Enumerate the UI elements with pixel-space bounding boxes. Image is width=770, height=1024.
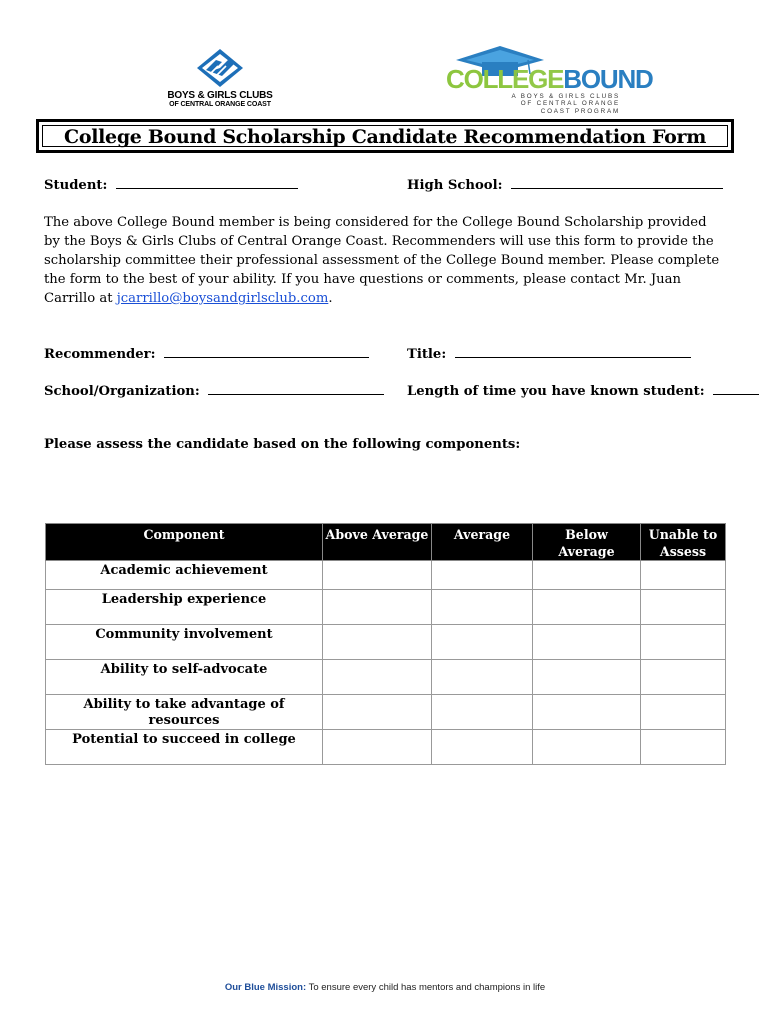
mission-text: To ensure every child has mentors and champions in life (306, 982, 546, 993)
length-known-field (407, 382, 759, 399)
rating-cell[interactable] (323, 695, 432, 730)
table-row (46, 660, 726, 695)
intro-paragraph (44, 213, 724, 308)
high-school-label: High School: (407, 178, 503, 193)
form-title-box (36, 119, 734, 153)
rating-cell[interactable] (323, 590, 432, 625)
cb-sub-line2: OF CENTRAL ORANGE (520, 100, 620, 108)
rating-cell[interactable] (641, 695, 726, 730)
rating-cell[interactable] (432, 730, 533, 765)
contact-email-link[interactable]: jcarrillo@boysandgirlsclub.com (116, 291, 329, 306)
rating-cell[interactable] (641, 660, 726, 695)
row-label: Ability to self-advocate (46, 660, 323, 695)
bgc-logo-name: BOYS & GIRLS CLUBS (167, 90, 273, 101)
table-row (46, 730, 726, 765)
student-label: Student: (44, 178, 108, 193)
intro-text: The above College Bound member is being considered for the College Bound Scholarship provided by the Boys & Girls Clubs of Central Orange Coast. Recommenders will use this form to provide the scholarship committee their professional assessment of the College Bound member. Please complete the form to the best of your ability. If you have questions or comments, please contact Mr. Juan Carrillo at (44, 215, 720, 306)
rating-cell[interactable] (323, 625, 432, 660)
rating-cell[interactable] (641, 561, 726, 590)
title-field (407, 345, 691, 362)
rating-cell[interactable] (432, 660, 533, 695)
table-row (46, 625, 726, 660)
college-bound-logo (446, 44, 653, 116)
table-row (46, 695, 726, 730)
row-label: Ability to take advantage of resources (46, 695, 323, 730)
rating-cell[interactable] (323, 730, 432, 765)
cb-word-part3: BOUND (563, 64, 653, 94)
cb-sub-line3: COAST PROGRAM (540, 107, 620, 115)
intro-end: . (328, 291, 333, 306)
rating-cell[interactable] (533, 695, 641, 730)
cb-word-part2: EGE (511, 64, 564, 94)
rating-cell[interactable] (533, 660, 641, 695)
length-known-label: Length of time you have known student: (407, 384, 705, 399)
header-unable-to-assess: Unable to Assess (641, 524, 726, 561)
student-input-line[interactable] (116, 176, 298, 189)
rating-cell[interactable] (641, 625, 726, 660)
cb-word-part1: COLL (446, 64, 512, 94)
rating-cell[interactable] (432, 561, 533, 590)
title-label: Title: (407, 347, 447, 362)
rating-cell[interactable] (641, 730, 726, 765)
header-average: Average (432, 524, 533, 561)
cb-sub-line1: A BOYS & GIRLS CLUBS (511, 93, 620, 100)
rating-cell[interactable] (533, 590, 641, 625)
header-above-average: Above Average (323, 524, 432, 561)
recommender-label: Recommender: (44, 347, 156, 362)
school-organization-input-line[interactable] (208, 382, 384, 395)
recommender-field (44, 345, 369, 362)
table-row (46, 590, 726, 625)
header-below-average: Below Average (533, 524, 641, 561)
assessment-prompt: Please assess the candidate based on the following components: (44, 437, 521, 452)
school-organization-field (44, 382, 384, 399)
student-field (44, 176, 298, 193)
length-known-input-line[interactable] (713, 382, 759, 395)
title-input-line[interactable] (455, 345, 691, 358)
row-label: Potential to succeed in college (46, 730, 323, 765)
rating-cell[interactable] (323, 660, 432, 695)
rating-cell[interactable] (533, 625, 641, 660)
high-school-field (407, 176, 723, 193)
row-label: Academic achievement (46, 561, 323, 590)
high-school-input-line[interactable] (511, 176, 723, 189)
rating-cell[interactable] (323, 561, 432, 590)
recommender-input-line[interactable] (164, 345, 369, 358)
footer-mission (0, 982, 770, 993)
table-header-row (46, 524, 726, 561)
header-component: Component (46, 524, 323, 561)
rating-cell[interactable] (533, 730, 641, 765)
school-organization-label: School/Organization: (44, 384, 200, 399)
rating-cell[interactable] (432, 625, 533, 660)
form-title: College Bound Scholarship Candidate Recommendation Form (64, 126, 706, 148)
rating-cell[interactable] (533, 561, 641, 590)
rating-cell[interactable] (432, 695, 533, 730)
row-label: Leadership experience (46, 590, 323, 625)
rating-cell[interactable] (432, 590, 533, 625)
table-row (46, 561, 726, 590)
boys-girls-clubs-logo (150, 48, 290, 116)
college-bound-subtitle (480, 93, 620, 115)
mission-label: Our Blue Mission: (224, 982, 307, 993)
college-bound-wordmark (446, 65, 653, 93)
row-label: Community involvement (46, 625, 323, 660)
assessment-table (45, 523, 726, 765)
rating-cell[interactable] (641, 590, 726, 625)
bgc-hands-icon (196, 48, 244, 88)
bgc-logo-subtitle: OF CENTRAL ORANGE COAST (169, 101, 271, 108)
